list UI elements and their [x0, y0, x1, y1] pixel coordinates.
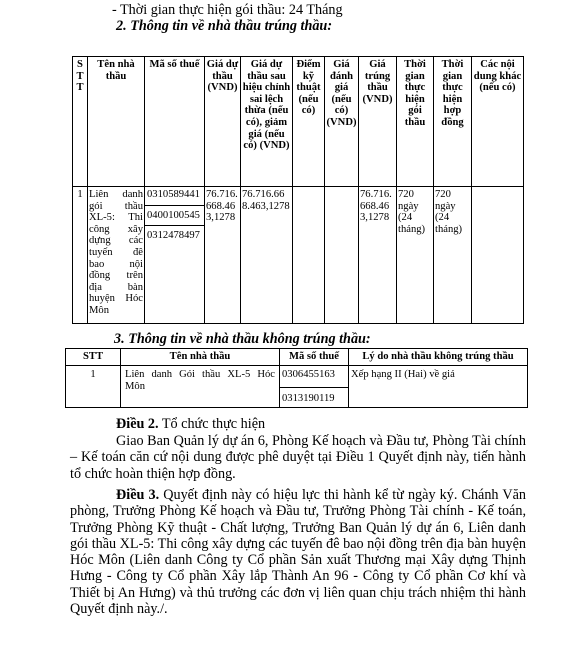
- header-eval-price: Giá đánh giá (nếu có) (VND): [325, 57, 359, 187]
- header-adjusted-price: Giá dự thầu sau hiệu chỉnh sai lệch thừa (nếu có), giảm giá (nếu có) (VND): [241, 57, 293, 187]
- cell-other: [472, 187, 524, 324]
- tax-code-1: 0310589441: [145, 189, 204, 206]
- header-stt: STT: [66, 349, 121, 366]
- section-3-title: 3. Thông tin về nhà thầu không trúng thầu:: [114, 331, 371, 347]
- cell-eval-price: [325, 187, 359, 324]
- header-tech-score: Điểm kỹ thuật (nếu có): [293, 57, 325, 187]
- article-3-text: Quyết định này có hiệu lực thi hành kể từ ngày ký. Chánh Văn phòng, Trưởng Phòng Kế hoạch và Đầu tư, Trưởng Phòng Tài chính - Kế toán, Trưởng Phòng Kỹ thuật - Chất lượng, Trưởng Ban Quản lý dự án 6, Liên danh gói thầu XL-5: Thi công xây dựng các tuyến đê bao nội đồng trên địa bàn huyện Hóc Môn (Liên danh Công ty Cổ phần Sản xuất Thương mại Xây dựng Thịnh Hưng - Công ty Cổ phần Xây lắp Thành An 96 - Công ty Cổ phần Cơ khí và Thiết bị An Hưng) và thủ trưởng các đơn vị liên quan chịu trách nhiệm thi hành Quyết định này./.: [70, 487, 527, 618]
- cell-reason: Xếp hạng II (Hai) về giá: [349, 366, 528, 408]
- header-reason: Lý do nhà thầu không trúng thầu: [349, 349, 528, 366]
- losing-bidder-table: [65, 348, 528, 408]
- article-2-heading: [116, 416, 265, 433]
- cell-tax-codes: [280, 366, 349, 408]
- table-row: [73, 187, 524, 324]
- cell-package-time: 720 ngày (24 tháng): [397, 187, 434, 324]
- header-package-time: Thời gian thực hiện gói thầu: [397, 57, 434, 187]
- header-tax-code: Mã số thuế: [145, 57, 205, 187]
- table-header-row: [66, 349, 528, 366]
- tax-code-2: 0313190119: [282, 393, 335, 404]
- header-bidder-name: Tên nhà thầu: [121, 349, 280, 366]
- header-bid-price: Giá dự thầu (VND): [205, 57, 241, 187]
- article-2-title: Điều 2.: [116, 416, 159, 432]
- tax-code-2: 0400100545: [145, 206, 204, 227]
- article-3-paragraph: [70, 487, 526, 617]
- tax-code-3: 0312478497: [147, 230, 200, 242]
- table-header-row: [73, 57, 524, 187]
- cell-tax-codes: [145, 187, 205, 324]
- cell-tech-score: [293, 187, 325, 324]
- header-award-price: Giá trúng thầu (VND): [359, 57, 397, 187]
- cell-stt: 1: [73, 187, 88, 324]
- section-2-title: 2. Thông tin về nhà thầu trúng thầu:: [116, 18, 333, 34]
- article-3-title: Điều 3.: [116, 487, 160, 503]
- article-2-text: Giao Ban Quản lý dự án 6, Phòng Kế hoạch và Đầu tư, Phòng Tài chính – Kế toán căn cứ nội dung được phê duyệt tại Điều 1 Quyết định này, tiến hành tổ chức hoàn thiện hợp đồng.: [70, 433, 526, 482]
- cell-bidder-name: Liên danh gói thầu XL-5: Thi công xây dựng các tuyến đê bao nội đồng trên địa bàn huyện Hóc Môn: [88, 187, 145, 324]
- table-row: [66, 366, 528, 408]
- header-tax-code: Mã số thuế: [280, 349, 349, 366]
- cell-bid-price: 76.716.668.463,1278: [205, 187, 241, 324]
- winning-bidder-table: [72, 56, 524, 324]
- cell-adjusted-price: 76.716.668.463,1278: [241, 187, 293, 324]
- header-other: Các nội dung khác (nếu có): [472, 57, 524, 187]
- cell-stt: 1: [66, 366, 121, 408]
- header-bidder-name: Tên nhà thầu: [88, 57, 145, 187]
- header-contract-time: Thời gian thực hiện hợp đồng: [434, 57, 472, 187]
- header-stt: STT: [73, 57, 88, 187]
- cell-award-price: 76.716.668.463,1278: [359, 187, 397, 324]
- cell-bidder-name: Liên danh Gói thầu XL-5 Hóc Môn: [121, 366, 280, 408]
- tax-code-1: 0306455163: [280, 369, 348, 388]
- package-duration-line: - Thời gian thực hiện gói thầu: 24 Tháng: [112, 2, 343, 18]
- cell-contract-time: 720 ngày (24 tháng): [434, 187, 472, 324]
- article-2-title-rest: Tổ chức thực hiện: [158, 416, 266, 432]
